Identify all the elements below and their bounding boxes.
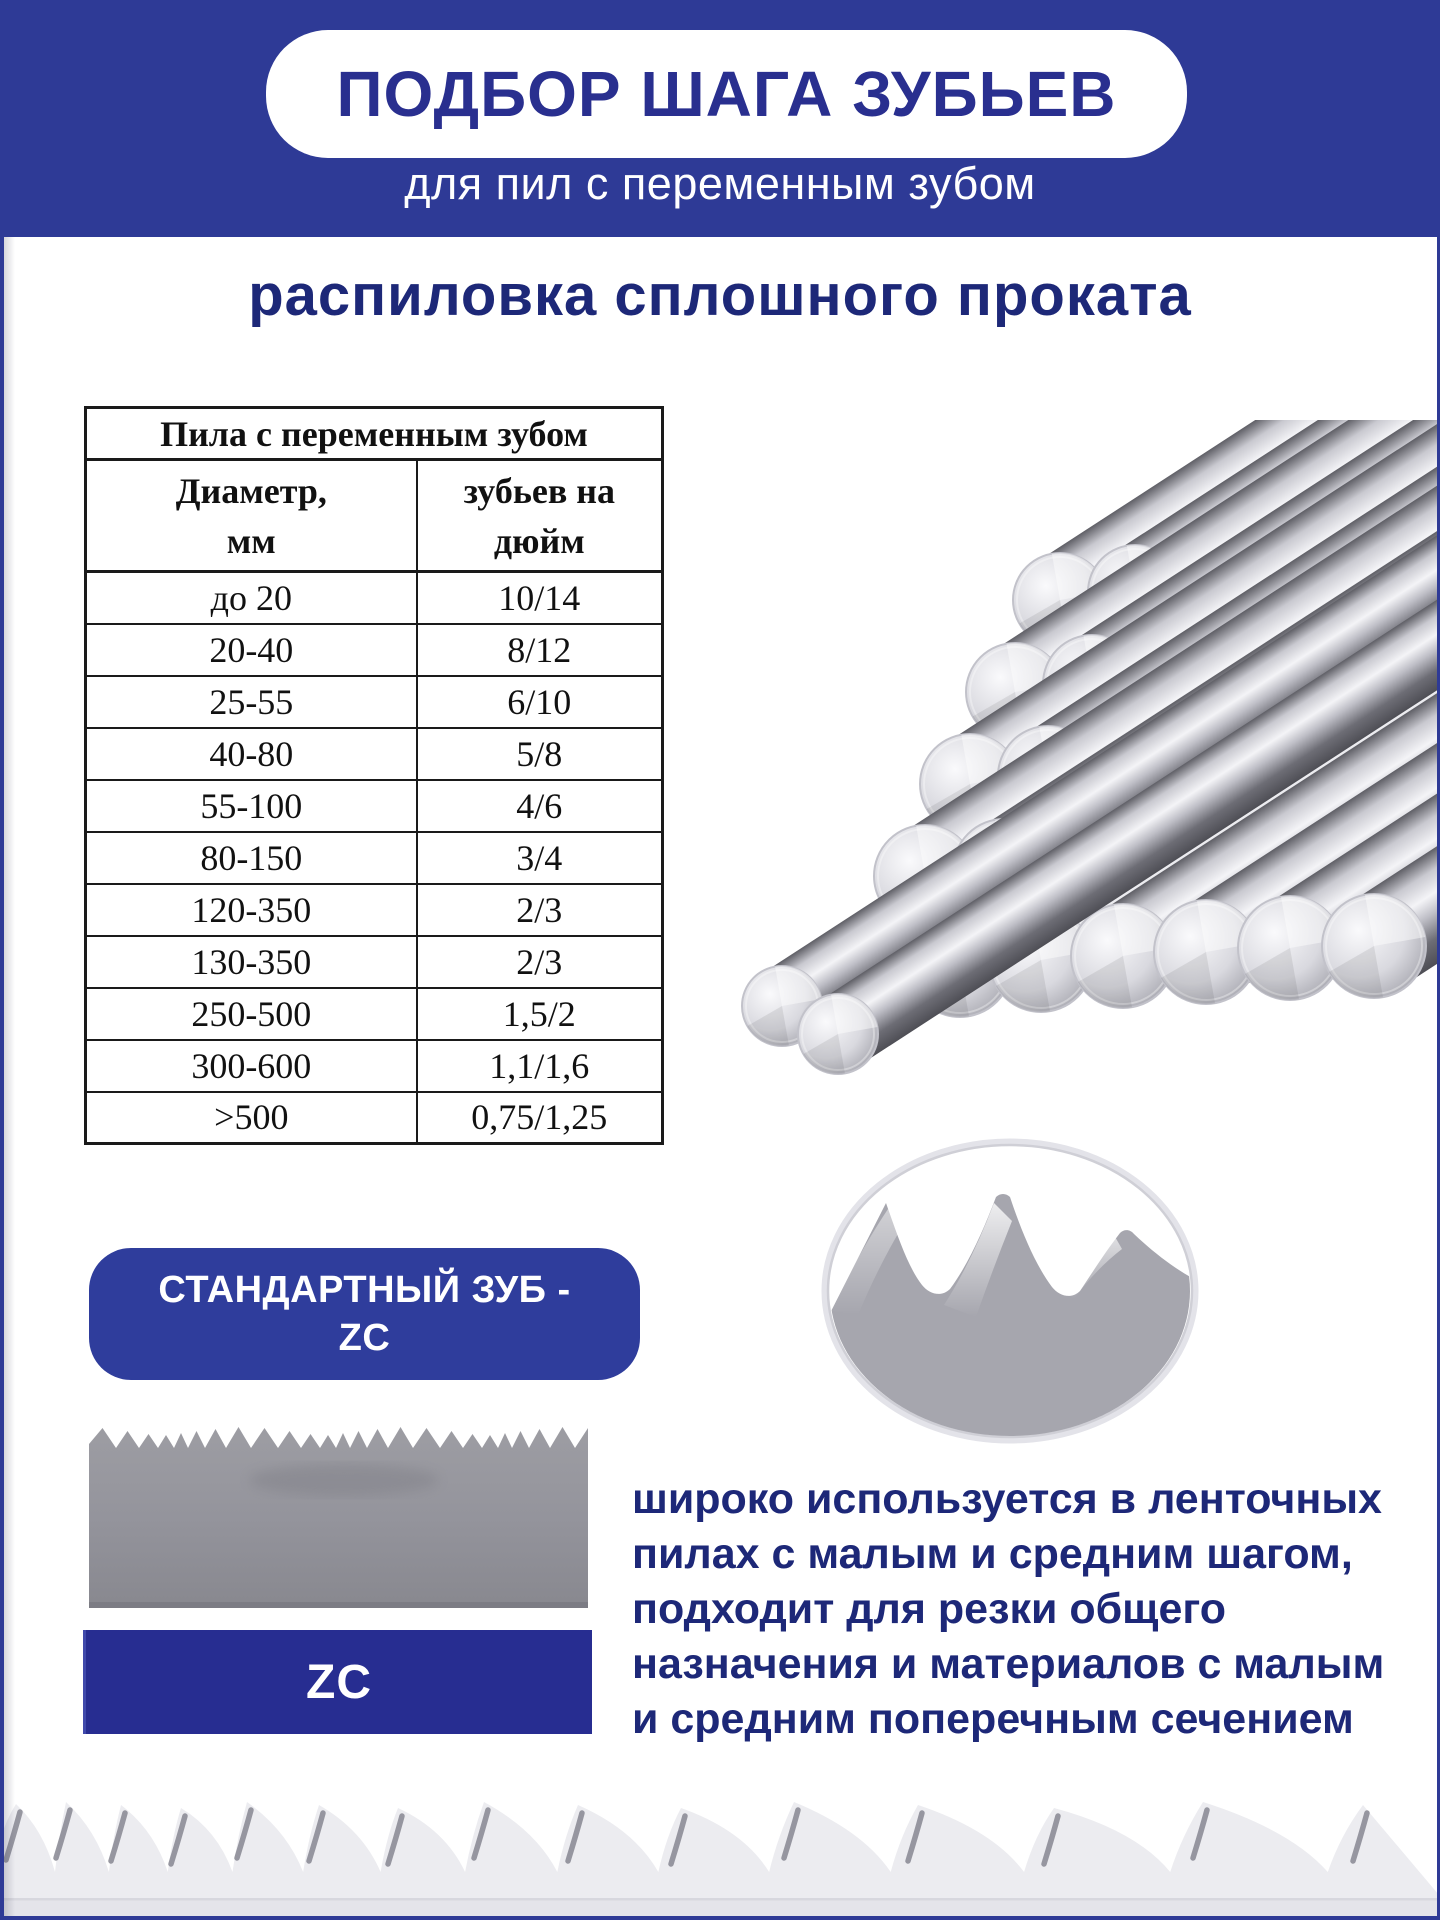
tpi-cell: 10/14 (417, 572, 663, 624)
diameter-cell: 120-350 (86, 884, 417, 936)
table-row (86, 572, 663, 624)
description-line: и средним поперечным сечением (632, 1695, 1354, 1743)
description-line: широко используется в ленточных (632, 1475, 1382, 1523)
tpi-cell: 5/8 (417, 728, 663, 780)
diameter-cell: 40-80 (86, 728, 417, 780)
diameter-header-line1: Диаметр, (175, 470, 327, 511)
table-row (86, 728, 663, 780)
diameter-cell: 20-40 (86, 624, 417, 676)
table-row (86, 1092, 663, 1144)
tpi-column-header (417, 460, 663, 572)
table-row (86, 988, 663, 1040)
diameter-cell: 250-500 (86, 988, 417, 1040)
diameter-column-header (86, 460, 417, 572)
diameter-cell: 25-55 (86, 676, 417, 728)
saw-edge-border (0, 1780, 1440, 1920)
table-row (86, 1040, 663, 1092)
steel-bars-image (720, 420, 1440, 1130)
left-edge-shadow (4, 237, 15, 1920)
table-row (86, 884, 663, 936)
tpi-cell: 4/6 (417, 780, 663, 832)
tpi-header-line1: зубьев на (463, 470, 616, 511)
badge-line-2: ZC (338, 1317, 391, 1359)
table-row (86, 832, 663, 884)
table-row (86, 780, 663, 832)
table-title: Пила с переменным зубом (86, 408, 663, 460)
bottom-edge-stripe (0, 1916, 1440, 1920)
diameter-header-line2: мм (226, 520, 276, 561)
diameter-cell: 80-150 (86, 832, 417, 884)
header-band (0, 0, 1440, 237)
description (632, 1472, 1432, 1747)
zc-label-bar (83, 1630, 592, 1734)
description-line: подходит для резки общего (632, 1585, 1226, 1633)
tpi-cell: 8/12 (417, 624, 663, 676)
table-header-row (86, 460, 663, 572)
tpi-cell: 1,1/1,6 (417, 1040, 663, 1092)
description-line: назначения и материалов с малым (632, 1640, 1385, 1688)
diameter-cell: 300-600 (86, 1040, 417, 1092)
diameter-cell: >500 (86, 1092, 417, 1144)
table-row (86, 624, 663, 676)
blade-image (89, 1422, 588, 1608)
diameter-cell: до 20 (86, 572, 417, 624)
zc-label: ZC (306, 1655, 372, 1709)
tpi-cell: 1,5/2 (417, 988, 663, 1040)
description-line: пилах с малым и средним шагом, (632, 1530, 1353, 1578)
tpi-header-line2: дюйм (493, 520, 585, 561)
tpi-cell: 2/3 (417, 936, 663, 988)
table-row (86, 676, 663, 728)
table-title-row (86, 408, 663, 460)
tpi-cell: 6/10 (417, 676, 663, 728)
tpi-cell: 3/4 (417, 832, 663, 884)
tpi-cell: 0,75/1,25 (417, 1092, 663, 1144)
section-title: распиловка сплошного проката (248, 263, 1192, 328)
header-subtitle: для пил с переменным зубом (404, 158, 1036, 209)
page-title: ПОДБОР ШАГА ЗУБЬЕВ (336, 58, 1117, 130)
title-pill (266, 30, 1187, 158)
tooth-pitch-table (84, 406, 664, 1145)
diameter-cell: 130-350 (86, 936, 417, 988)
standard-tooth-badge (89, 1248, 640, 1380)
left-edge-stripe (0, 0, 4, 1920)
badge-line-1: СТАНДАРТНЫЙ ЗУБ - (158, 1269, 571, 1311)
diameter-cell: 55-100 (86, 780, 417, 832)
table-row (86, 936, 663, 988)
tpi-cell: 2/3 (417, 884, 663, 936)
tooth-profile-image (820, 1138, 1200, 1444)
